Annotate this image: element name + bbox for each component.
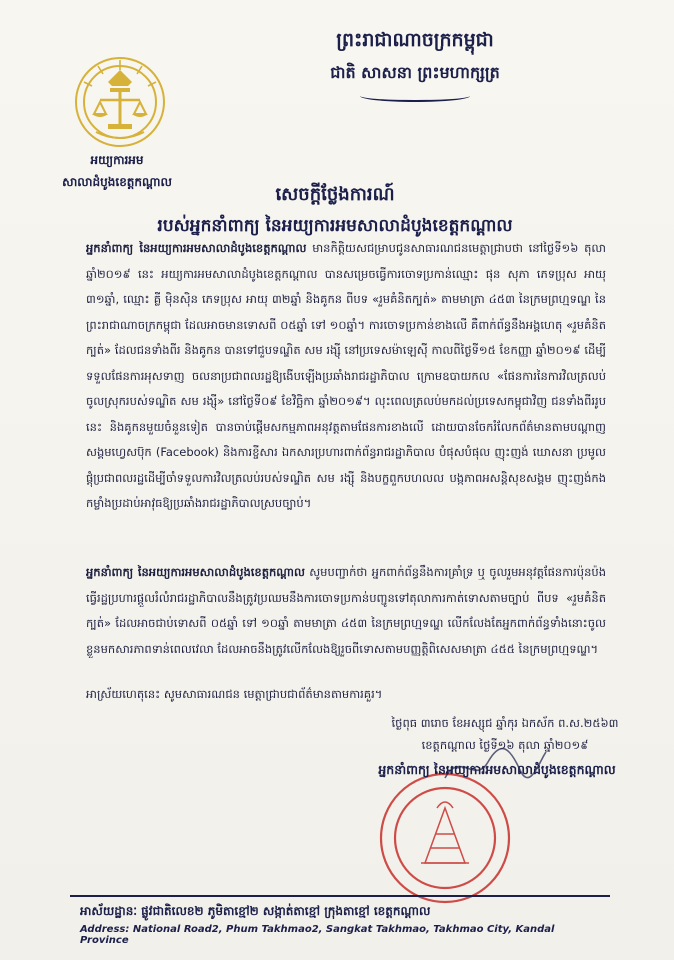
- paragraph-2: [86, 560, 606, 662]
- paragraph-3: អាស្រ័យហេតុនេះ សូមសាធារណជន មេត្តាជ្រាបជាព័ត៌មានតាមការគួរ។: [86, 687, 383, 701]
- office-line-2: សាលាដំបូងខេត្តកណ្ដាល: [62, 175, 172, 189]
- title-line-2: របស់អ្នកនាំពាក្យ នៃអយ្យការអមសាលាដំបូងខេត្តកណ្ដាល: [157, 216, 513, 236]
- title-line-1: សេចក្តីថ្លែងការណ៍: [275, 184, 395, 205]
- footer-divider: [70, 895, 610, 897]
- document-title: [120, 182, 550, 240]
- footer-address-english: Address: National Road2, Phum Takhmao2, Sangkat Takhmao, Takhmao City, Kandal Province: [80, 924, 555, 946]
- paragraph-2-text: សូមបញ្ជាក់ថា អ្នកពាក់ព័ន្ធនឹងការគ្រាំទ្រ ឬ ចូលរួមអនុវត្តផែនការប៉ុនប៉ងធ្វើរដ្ឋប្រហារផ្តួលរំលំរាជរដ្ឋាភិបាលនឹងត្រូវប្រឈមនឹងការចោទប្រកាន់បញ្ជូនទៅតុលាការកាត់ទោសតាមច្បាប់ ពីបទ «រួមគំនិតក្បត់» ដែលអាចជាប់ទោសពី ០៥ឆ្នាំ ទៅ ១០ឆ្នាំ តាមមាត្រា ៤៥៣ នៃក្រមព្រហ្មទណ្ឌ លើកលែងតែអ្នកពាក់ព័ន្ធទាំងនោះចូលខ្លួនមកសារភាពទាន់ពេលវេលា ដែលអាចនឹងត្រូវលើកលែងឱ្យរួចពីទោសតាមបញ្ញត្តិពិសេសមាត្រា ៤៥៥ នៃក្រមព្រហ្មទណ្ឌ។: [86, 565, 607, 656]
- national-motto: ជាតិ សាសនា ព្រះមហាក្សត្រ: [330, 63, 500, 82]
- lunar-date: ថ្ងៃពុធ ៣រោច ខែអស្សុជ ឆ្នាំកុរ ឯកស័ក ព.ស.២៥៦៣: [391, 716, 619, 730]
- paragraph-2-lead: អ្នកនាំពាក្យ នៃអយ្យការអមសាលាដំបូងខេត្តកណ្ដាល: [86, 565, 305, 579]
- kingdom-name: ព្រះរាជាណាចក្រកម្ពុជា: [336, 29, 494, 51]
- paragraph-1-text: មានកិត្តិយសជម្រាបជូនសាធារណជនមេត្តាជ្រាបថា នៅថ្ងៃទី១៦ តុលា ឆ្នាំ២០១៩ នេះ អយ្យការអមសាលាដំបូងខេត្តកណ្ដាល បានសម្រេចធ្វើការចោទប្រកាន់ឈ្មោះ ផុន សុភា ភេទប្រុស អាយុ ៣១ឆ្នាំ, ឈ្មោះ គ្លី ម៉ិនស៊ិន ភេទប្រុស អាយុ ៣២ឆ្នាំ និងគូកន ពីបទ «រួមគំនិតក្បត់» តាមមាត្រា ៤៥៣ នៃក្រមព្រហ្មទណ្ឌ នៃព្រះរាជាណាចក្រកម្ពុជា ដែលអាចមានទោសពី ០៥ឆ្នាំ ទៅ ១០ឆ្នាំ។ ការចោទប្រកាន់ខាងលើ គឺពាក់ព័ន្ធនឹងអង្គហេតុ «រួមគំនិតក្បត់» ដែលជនទាំងពីរ និងគូកន បានទៅជួបទណ្ឌិត សម រង្ស៊ី នៅប្រទេសម៉ាឡេស៊ី កាលពីថ្ងៃទី១៥ ខែកញ្ញា ឆ្នាំ២០១៩ ដើម្បីទទួលផែនការអុសទាញ ចលនាប្រជាពលរដ្ឋឱ្យងើបឡើងប្រឆាំងរាជរដ្ឋាភិបាល ក្រោមឧបាយកល «ផែនការនៃការវិលត្រលប់ចូលស្រុករបស់ទណ្ឌិត សម រង្ស៊ី» នៅថ្ងៃទី០៩ ខែវិច្ឆិកា ឆ្នាំ២០១៩។ លុះពេលត្រលប់មកដល់ប្រទេសកម្ពុជាវិញ ជនទាំងពីររូបនេះ និងគូកនមួយចំនួនទៀត បានចាប់ផ្តើមសកម្មភាពអនុវត្តតាមផែនការខាងលើ ដោយបានចែករំលែកព័ត៌មានតាមបណ្តាញសង្គមហ្វេសប៊ុក (Facebook) និងការខ្ចីសារ ឯកសារប្រហារពាក់ព័ន្ធរាជរដ្ឋាភិបាល បំផុសបំផុល ញុះញង់ ឃោសនា ប្រមូលផ្តុំប្រជាពលរដ្ឋដើម្បីចាំទទួលការវិលត្រលប់របស់ទណ្ឌិត សម រង្ស៊ី និងបក្ខពួកបហលល បង្កភាពអសន្តិសុខសង្គម ញុះញង់កងកម្លាំងប្រដាប់អាវុធឱ្យប្រឆាំងរាជរដ្ឋាភិបាលស្របច្បាប់។: [86, 241, 607, 510]
- prosecution-emblem-icon: [70, 52, 170, 152]
- solar-date: ខេត្តកណ្ដាល ថ្ងៃទី១៦ តុលា ឆ្នាំ២០១៩: [421, 738, 589, 752]
- footer-address-khmer: អាស័យដ្ឋានៈ ផ្លូវជាតិលេខ២ ភូមិតាខ្មៅ២ សង្កាត់តាខ្មៅ ក្រុងតាខ្មៅ ខេត្តកណ្ដាល: [80, 904, 431, 918]
- kingdom-header: [250, 28, 580, 102]
- office-line-1: អយ្យការអម: [90, 153, 144, 167]
- paragraph-1: [86, 236, 606, 517]
- paragraph-1-lead: អ្នកនាំពាក្យ នៃអយ្យការអមសាលាដំបូងខេត្តកណ្ដាល: [86, 241, 307, 255]
- signer-title: អ្នកនាំពាក្យ នៃអយ្យការអមសាលាដំបូងខេត្តកណ្ដាល: [378, 762, 616, 777]
- header-ornament: [360, 90, 470, 102]
